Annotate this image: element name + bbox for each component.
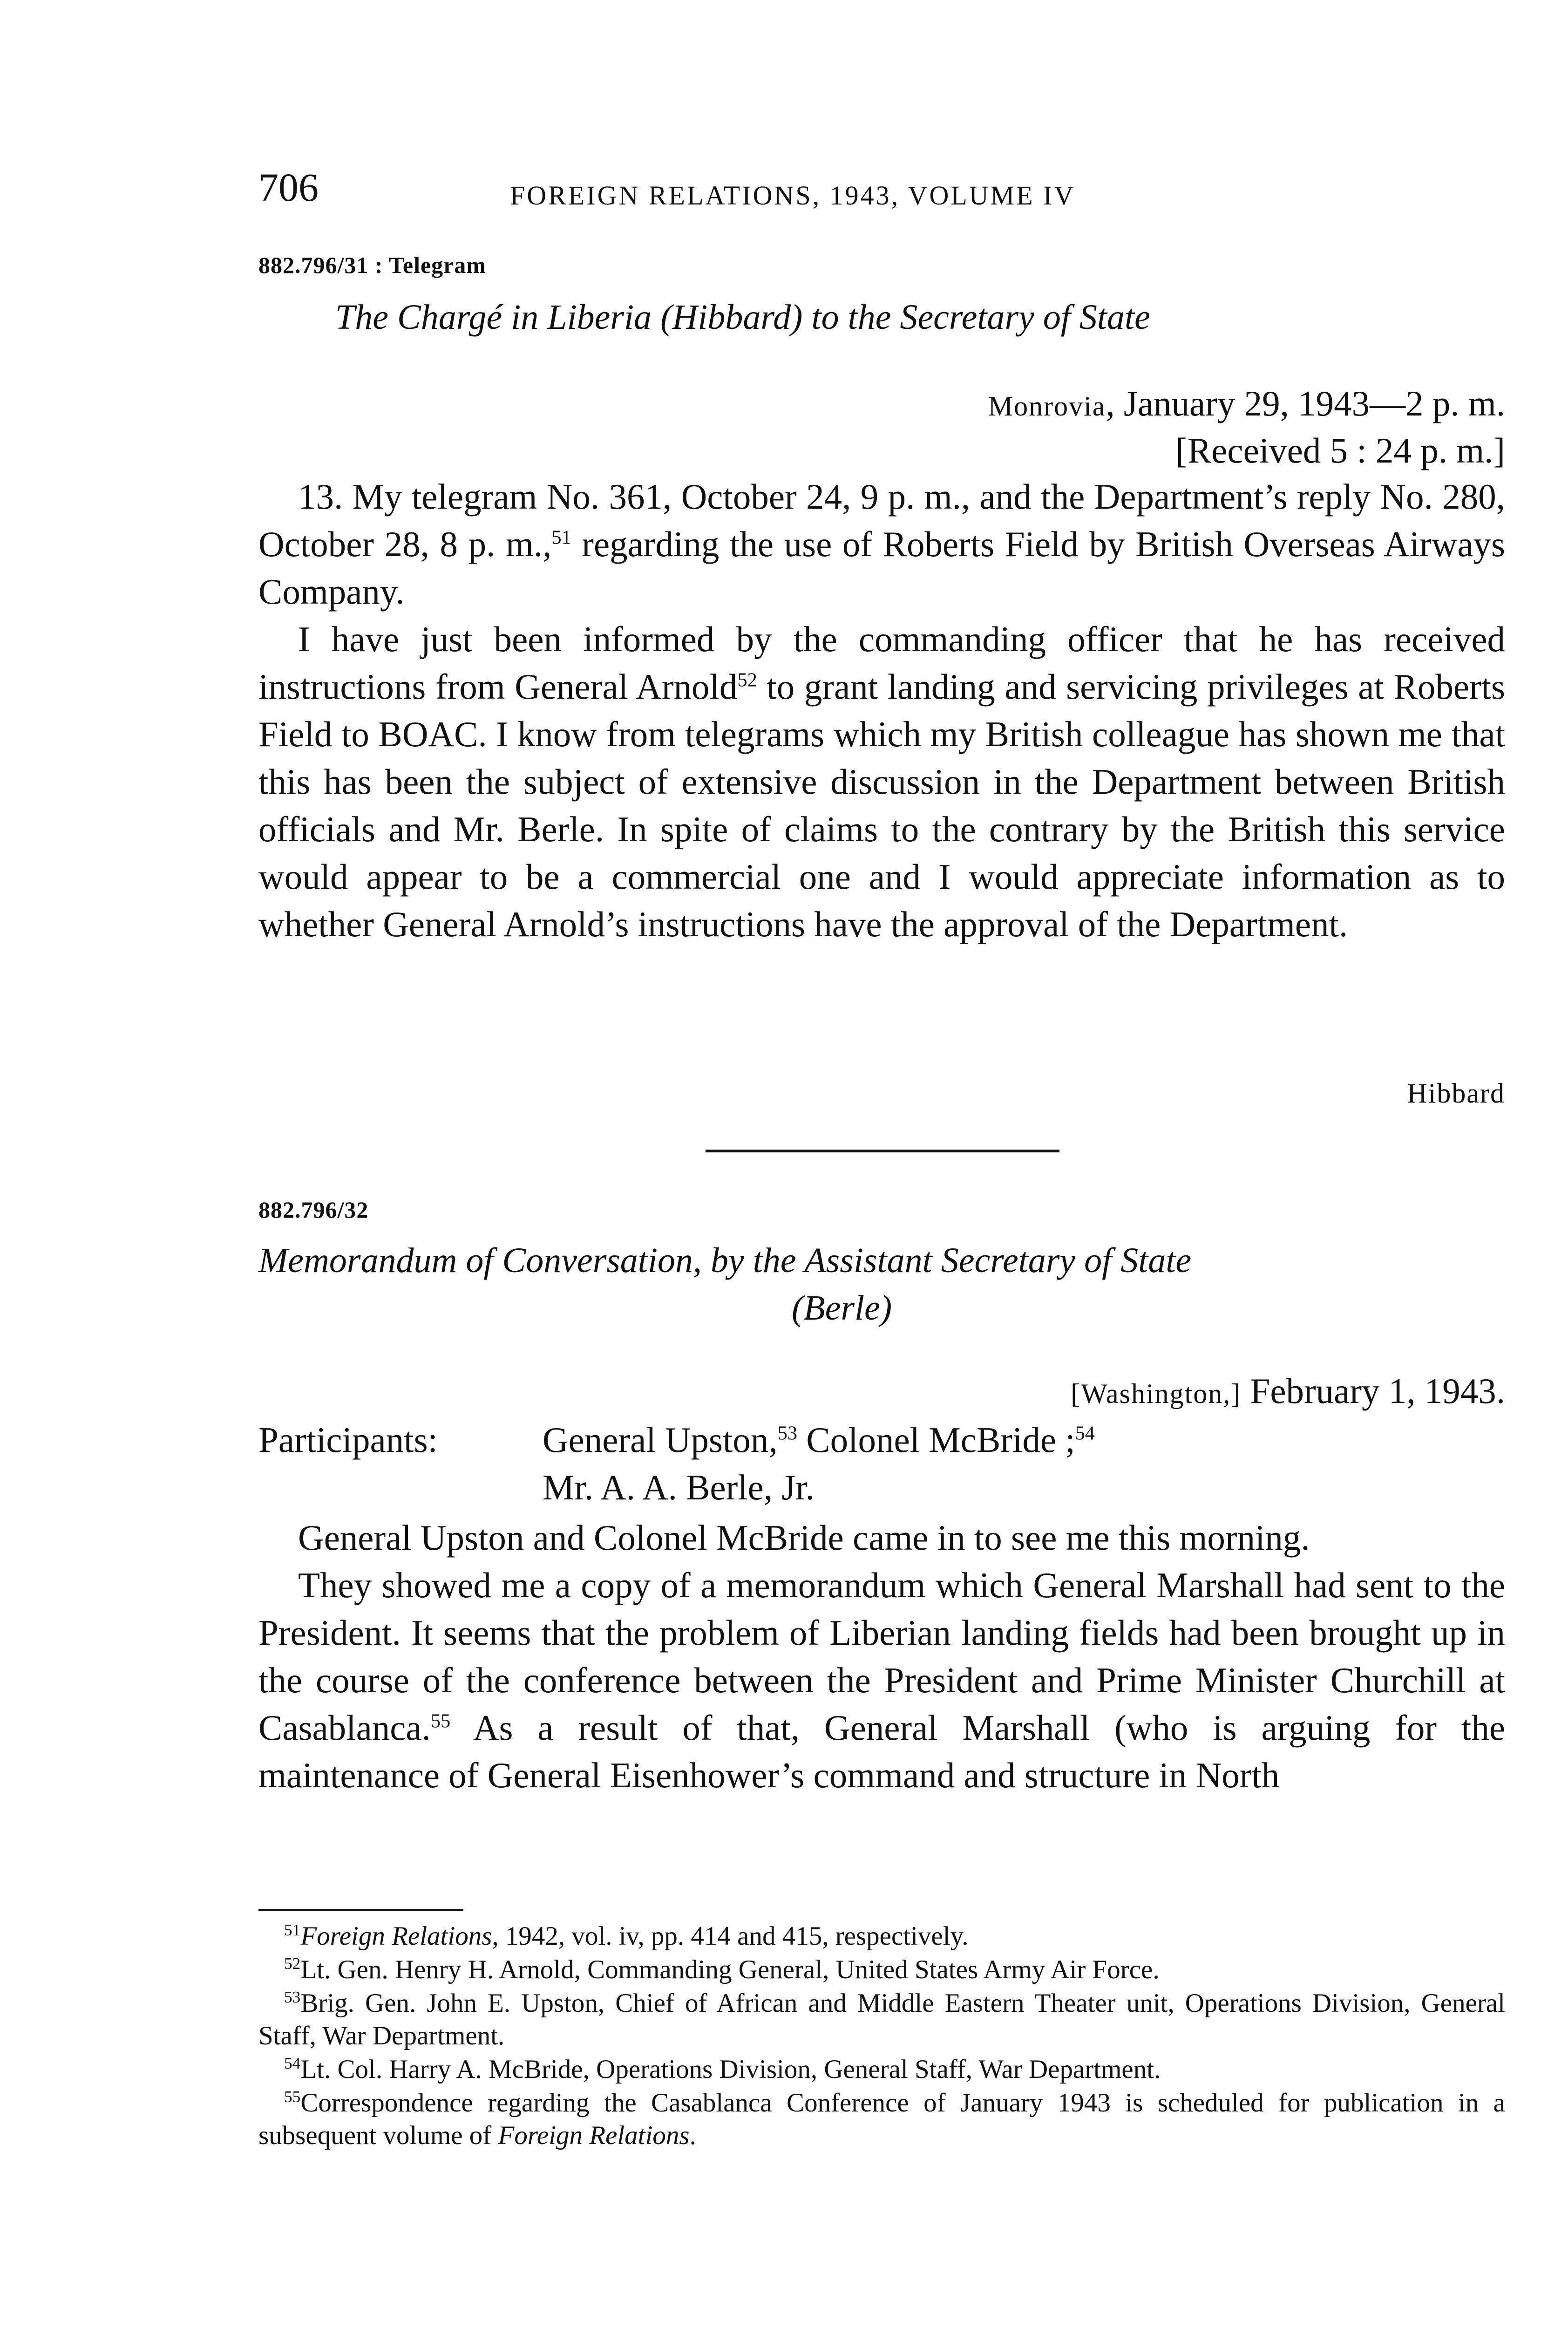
footnote [258, 2053, 1505, 2086]
paragraph [258, 615, 1505, 948]
participants-line [543, 1416, 1095, 1464]
footnote [258, 1954, 1505, 1986]
dateline-date: February 1, 1943. [1241, 1371, 1505, 1411]
received-line: [Received 5 : 24 p. m.] [1175, 430, 1505, 470]
dateline-2 [1071, 1367, 1505, 1417]
footnote-ref: 51 [551, 526, 571, 549]
footnote-ref: 55 [430, 1710, 451, 1732]
page-number: 706 [258, 165, 319, 210]
signature-name: Hibbard [1407, 1078, 1505, 1109]
document-title-2: Memorandum of Conversation, by the Assistant Secretary of State [258, 1241, 1192, 1280]
participants-list [543, 1416, 1095, 1511]
footnote-ref: 54 [1075, 1422, 1095, 1444]
document-title-2-cont: (Berle) [792, 1288, 892, 1328]
participant: Colonel McBride ; [797, 1420, 1075, 1460]
memorandum-body [258, 1514, 1505, 1799]
footnote-text: Correspondence regarding the Casablanca Conference of January 1943 is scheduled for publication in a subsequent volume of [258, 2088, 1505, 2150]
participant: General Upston, [543, 1420, 778, 1460]
paragraph-text: regarding the use of Roberts Field by British Overseas Airways Company. [258, 524, 1505, 612]
footnote-text: Lt. Col. Harry A. McBride, Operations Division, General Staff, War Department. [300, 2055, 1161, 2084]
paragraph: General Upston and Colonel McBride came in to see me this morning. [298, 1518, 1310, 1558]
paragraph [258, 1561, 1505, 1799]
dateline-date: , January 29, 1943—2 p. m. [1106, 383, 1505, 423]
footnote [258, 1920, 1505, 1953]
paragraph-text: As a result of that, General Marshall (who is arguing for the maintenance of General Eisenhower’s command and structure in North [258, 1708, 1505, 1795]
dateline-place: [Washington,] [1071, 1378, 1242, 1409]
footnote-ref: 53 [777, 1422, 797, 1444]
footnote-number: 51 [284, 1921, 301, 1939]
paragraph-text: They showed me a copy of a memorandum which General Marshall had sent to the President. It seems that the problem of Liberian landing fields had been brought up in the course of the conference between the President and Prime Minister Churchill at Casablanca. [258, 1565, 1505, 1748]
document-title-1: The Chargé in Liberia (Hibbard) to the Secretary of State [335, 298, 1150, 337]
signature [1407, 1067, 1505, 1117]
footnote-italic: Foreign Relations [300, 1921, 492, 1951]
footnotes [258, 1920, 1505, 2153]
footnote-number: 54 [284, 2054, 301, 2072]
footnote [258, 2087, 1505, 2152]
running-head [258, 164, 1512, 215]
participants-line: Mr. A. A. Berle, Jr. [543, 1467, 815, 1507]
dateline-place: Monrovia [988, 391, 1106, 422]
file-reference-2: 882.796/32 [258, 1197, 369, 1223]
paragraph [258, 473, 1505, 615]
telegram-body [258, 473, 1505, 948]
footnote-text: , 1942, vol. iv, pp. 414 and 415, respectively. [492, 1921, 969, 1951]
footnote-number: 52 [284, 1954, 301, 1973]
footnote-italic: Foreign Relations [498, 2121, 690, 2150]
participants-label: Participants: [258, 1420, 438, 1460]
footnote-ref: 52 [737, 669, 757, 691]
footnote-number: 55 [284, 2088, 301, 2106]
paragraph-text: 13. My telegram No. 361, October 24, 9 p. m., and the Department’s reply No. 280, October 28, 8 p. m., [258, 477, 1505, 564]
file-reference-1: 882.796/31 : Telegram [258, 252, 487, 278]
paragraph-text: to grant landing and servicing privileges at Roberts Field to BOAC. I know from telegrams which my British colleague has shown me that this has been the subject of extensive discussion in the Department between British officials and Mr. Berle. In spite of claims to the contrary by the British this service would appear to be a commercial one and I would appreciate information as to whether General Arnold’s instructions have the approval of the Department. [258, 667, 1506, 944]
running-title: FOREIGN RELATIONS, 1943, VOLUME IV [510, 180, 1076, 211]
footnote-number: 53 [284, 1988, 301, 2006]
paragraph-text: I have just been informed by the commanding officer that he has received instructions from General Arnold [258, 619, 1505, 707]
section-divider [706, 1150, 1059, 1152]
footnote [258, 1987, 1505, 2052]
footnote-text: Lt. Gen. Henry H. Arnold, Commanding General, United States Army Air Force. [300, 1955, 1160, 1984]
footnote-divider [258, 1909, 463, 1911]
footnote-text: Brig. Gen. John E. Upston, Chief of African and Middle Eastern Theater unit, Operations Division, General Staff, War Department. [258, 1989, 1505, 2050]
dateline-1 [988, 380, 1505, 430]
footnote-text: . [689, 2121, 696, 2150]
